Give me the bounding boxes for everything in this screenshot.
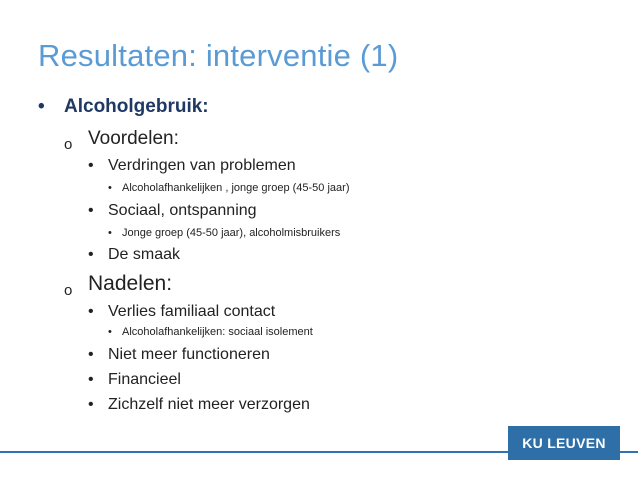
bullet-icon: • xyxy=(88,396,94,413)
bullet-icon: • xyxy=(38,96,45,117)
item-financieel: Financieel xyxy=(108,371,181,388)
sub-item-verdringen: Alcoholafhankelijken , jonge groep (45-50 jaar) xyxy=(122,182,350,194)
bullet-icon: • xyxy=(108,326,112,338)
circle-bullet-icon: o xyxy=(64,136,73,153)
sub-item-sociaal: Jonge groep (45-50 jaar), alcoholmisbruikers xyxy=(122,227,341,239)
item-verdringen: Verdringen van problemen xyxy=(108,157,296,174)
bullet-icon: • xyxy=(88,157,94,174)
item-verlies: Verlies familiaal contact xyxy=(108,303,276,320)
section-nadelen: Nadelen: xyxy=(88,272,173,295)
bullet-icon: • xyxy=(88,202,94,219)
bullet-icon: • xyxy=(88,346,94,363)
bullet-icon: • xyxy=(108,182,112,194)
bullet-icon: • xyxy=(108,227,112,239)
section-voordelen: Voordelen: xyxy=(88,128,179,149)
slide-title: Resultaten: interventie (1) xyxy=(38,38,399,73)
heading-alcoholgebruik: Alcoholgebruik: xyxy=(64,96,209,117)
bullet-icon: • xyxy=(88,303,94,320)
circle-bullet-icon: o xyxy=(64,282,73,299)
item-verzorgen: Zichzelf niet meer verzorgen xyxy=(108,396,310,413)
bullet-icon: • xyxy=(88,371,94,388)
logo-text: KU LEUVEN xyxy=(522,435,606,451)
item-sociaal: Sociaal, ontspanning xyxy=(108,202,257,219)
ku-leuven-logo xyxy=(508,426,620,460)
bullet-icon: • xyxy=(88,246,94,263)
item-functioneren: Niet meer functioneren xyxy=(108,346,270,363)
sub-item-verlies: Alcoholafhankelijken: sociaal isolement xyxy=(122,326,313,338)
item-smaak: De smaak xyxy=(108,246,181,263)
